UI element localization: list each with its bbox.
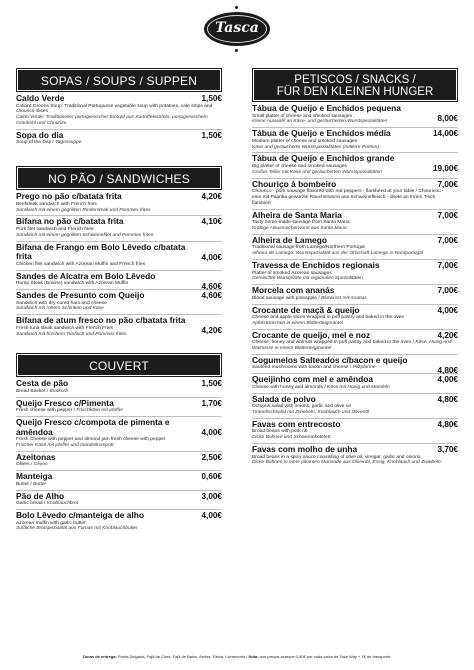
item-name: Queijo Fresco c/compota de pimenta e amêndoa xyxy=(16,417,170,437)
item-name: Manteiga xyxy=(16,471,53,482)
item-description: Blood sausage with pineapple / Blutwurst mit Ananas xyxy=(252,295,367,301)
item-price: 2,50€ xyxy=(201,452,222,462)
item-name: Sopa do dia xyxy=(16,129,64,140)
item-description: Chicken filet sandwich with Azorean Muffin and French fries xyxy=(16,261,146,267)
footer-note xyxy=(36,654,438,659)
item-price: 19,00€ xyxy=(432,164,458,174)
item-name: Bifana de atum fresco no pão c/batata frita xyxy=(16,315,186,326)
item-description: Platter of smoked Azorean sausages Gemischte Wurstplatte mit regionalen Spezialitäten xyxy=(252,270,363,282)
item-name: Alheira de Santa Maria xyxy=(252,209,342,220)
item-name: Tábua de Queijo e Enchidos grande xyxy=(252,153,395,164)
section-header-couvert: COUVERT xyxy=(18,355,220,375)
item-description: Collard Greens Soup: Traditional Portuguese vegetable soup with potatoes, cale strips and chourico slices Caldo Verde: Traditioneller portugiesischer Eintopf aus Kartoffelwürfeln, portugiesischem Grünkohl und Chourizo xyxy=(16,103,213,126)
item-name: Cesta de pão xyxy=(16,378,69,389)
item-price: 1,50€ xyxy=(201,130,222,140)
item-price: 1,50€ xyxy=(201,94,222,103)
footer-label-note: Nota: xyxy=(248,654,259,659)
item-description: Fresh tuna steak sandwich with French Fries Sandwich mit frischem Tunfisch und Pommes frites xyxy=(16,325,127,337)
item-description: Olives / Oliven xyxy=(16,462,48,468)
item-description: Small platter of cheese and smoked sausages Kleine Auswahl an Käse- und geräucherten Wurstspezialitäten xyxy=(252,113,388,125)
item-description: Bread Basket / Brotkorb xyxy=(16,388,68,394)
item-name: Azeitonas xyxy=(16,451,56,462)
menu-item xyxy=(252,235,458,260)
item-name: Queijo Fresco c/Pimenta xyxy=(16,397,114,408)
item-name: Tábua de Queijo e Enchidos pequena xyxy=(252,103,401,113)
menu-item xyxy=(252,285,458,304)
item-name: Sandes de Presunto com Queijo xyxy=(16,289,145,300)
item-price: 1,50€ xyxy=(201,379,222,389)
item-description: Tasty home-made sausage from Santa Maria Kräftige Hausmacherwurst aus Santa Maria xyxy=(252,220,350,231)
menu-item xyxy=(252,103,458,128)
item-price: 7,00€ xyxy=(437,235,458,245)
item-description: Soup of the Day / Tagessuppe xyxy=(16,140,82,146)
item-name: Cogumelos Salteados c/bacon e queijo xyxy=(252,354,408,365)
menu-item xyxy=(16,315,222,339)
item-price: 7,00€ xyxy=(437,260,458,270)
item-price: 7,00€ xyxy=(437,286,458,296)
menu-item xyxy=(16,216,222,241)
item-name: Queijinho com mel e amêndoa xyxy=(252,374,373,385)
item-price: 4,20€ xyxy=(201,192,222,202)
item-description: Sautéed mushrooms with bacon and cheese / Pilzpfanne xyxy=(252,365,376,371)
section-nopao xyxy=(16,191,222,339)
menu-item xyxy=(252,394,458,419)
item-price: 0,60€ xyxy=(201,472,222,482)
item-price: 4,00€ xyxy=(201,252,222,262)
item-description: Broad beans with pork rib Dicke Bohnen und Schweinekotelett xyxy=(252,429,331,441)
item-description: Azorean muffin with garlic butter Süßliche Brotspezialität aus Furnas mit Knoblauchbutter xyxy=(16,520,138,532)
item-description: Rump Steak (Bovine) sandwich with Azorean Muffin xyxy=(16,281,129,287)
item-description: Pork filet sandwich and French fries Sandwich mit einem gegrillten Schweinefilet und Pommes frites xyxy=(16,226,154,238)
item-price: 4,00€ xyxy=(201,428,222,438)
item-price: 4,20€ xyxy=(437,330,458,340)
item-price: 4,20€ xyxy=(201,326,222,336)
right-column xyxy=(252,68,458,468)
item-description: Beefsteak sandwich with French fries Sandwich mit einem gegrillten Rindersteak und Pommes frites xyxy=(16,201,151,213)
item-price: 3,70€ xyxy=(437,445,458,455)
menu-item xyxy=(252,210,458,235)
menu-item xyxy=(16,378,222,397)
item-name: Alheira de Lamego xyxy=(252,234,327,245)
menu-item xyxy=(16,242,222,271)
menu-item xyxy=(16,130,222,148)
item-name: Caldo Verde xyxy=(16,93,65,103)
item-price: 14,00€ xyxy=(432,129,458,139)
menu-item xyxy=(252,179,458,210)
section-petiscos xyxy=(252,103,458,468)
item-description: Cheese and apple slices wrapped in puff pastry and baked in the oven Apfelstückchen in einem Blätterteigmantel xyxy=(252,315,405,326)
item-name: Salada de polvo xyxy=(252,393,316,404)
left-column xyxy=(16,68,222,534)
item-price: 7,00€ xyxy=(437,179,458,189)
section-header-petiscos xyxy=(254,70,456,100)
footer-label-delivery: Zonas de entrega: xyxy=(82,654,117,659)
menu-item xyxy=(16,417,222,452)
item-price: 4,00€ xyxy=(201,511,222,521)
menu-item xyxy=(16,471,222,490)
menu-item xyxy=(252,128,458,153)
item-description: Fresh cheese with pepper / Frischkäse mit pfeffer xyxy=(16,408,124,414)
item-description: Broad beans in a spicy sauce consisting of olive oil, vinegar, garlic and onions Dicke Bohnen in einer pikanten Marinade aus Olivenöl, Essig, Knoblauch und Zwiebeln xyxy=(252,454,441,466)
tasca-logo xyxy=(204,6,270,52)
item-name: Pão de Alho xyxy=(16,490,65,501)
item-price: 1,70€ xyxy=(201,398,222,408)
item-name: Favas com entrecosto xyxy=(252,418,341,429)
item-name: Crocante de maçã & queijo xyxy=(252,304,360,315)
item-description: Big platter of cheese and smoked sausages Großer Teller mit Käse und geräucherten Wurstspezialitäten xyxy=(252,163,383,175)
menu-item xyxy=(16,93,222,130)
section-couvert xyxy=(16,378,222,534)
section-sopas xyxy=(16,93,222,148)
header-line-2: FÜR DEN KLEINEN HUNGER xyxy=(276,86,434,98)
item-name: Bifana de Frango em Bolo Lêvedo c/batata frita xyxy=(16,241,186,262)
item-price: 4,60€ xyxy=(201,290,222,300)
menu-item xyxy=(16,491,222,510)
menu-item xyxy=(16,191,222,216)
item-description: Fresh Cheese with pepper and almond jam fresh cheese with pepper Frischer Käse mit pfeffer und mandelkompott xyxy=(16,437,166,449)
menu-item xyxy=(16,452,222,471)
header-line-1: PETISCOS / SNACKS / xyxy=(294,74,416,86)
item-price: 7,00€ xyxy=(437,210,458,220)
item-description: Sandwich with dry-cured ham and cheese Sandwich mit rohem Schinken und Käse xyxy=(16,300,107,312)
item-description: Traditional sausage from Lamego/Northern Portugal Alheira de Lamego: Wurstspezialität aus der Ortschaft Lamego in Nordportugal xyxy=(252,245,423,257)
item-name: Tábua de Queijo e Enchidos média xyxy=(252,128,391,139)
menu-item xyxy=(252,444,458,468)
menu-item xyxy=(16,290,222,315)
item-name: Favas com molho de unha xyxy=(252,444,358,455)
menu-item xyxy=(16,398,222,417)
item-price: 4,60€ xyxy=(201,281,222,291)
item-name: Bolo Lêvedo c/manteiga de alho xyxy=(16,510,144,521)
item-description: Cheese, honey and walnuts wrapped in puff pastry and baked in the oven / Käse, Honig und Walnüsse in einem Blätterteigmantel xyxy=(252,340,452,352)
logo-dot-top xyxy=(235,6,238,9)
logo-dot-bottom xyxy=(235,49,238,52)
menu-item xyxy=(252,419,458,444)
section-header-nopao: NO PÃO / SANDWICHES xyxy=(18,168,220,188)
item-price: 4,00€ xyxy=(437,375,458,385)
item-price: 4,80€ xyxy=(437,394,458,404)
item-price: 4,80€ xyxy=(437,365,458,375)
menu-item xyxy=(252,330,458,355)
item-price: 4,80€ xyxy=(437,419,458,429)
item-name: Prego no pão c/batata frita xyxy=(16,191,122,202)
section-header-sopas: SOPAS / SOUPS / SUPPEN xyxy=(18,70,220,90)
menu-item xyxy=(252,153,458,178)
menu-item xyxy=(252,374,458,393)
logo-text: Tasca xyxy=(215,20,259,36)
menu-item xyxy=(16,271,222,290)
item-name: Bifana no pão c/batata frita xyxy=(16,216,124,227)
item-description: Octopus salad with onions, garlic and olive oil Tintenfischsalat mit Zwiebeln, Knoblauch und Olivenöl xyxy=(252,404,370,416)
footer-delivery-zones: Ponta Delgada, Fajã de Cima, Fajã de Baixo, Arrifes, Relva, Livramento / xyxy=(117,654,248,659)
item-description: Garlic bread / Knoblauchbrot xyxy=(16,501,79,507)
menu-item xyxy=(252,355,458,374)
item-name: Sandes de Alcatra em Bolo Lêvedo xyxy=(16,270,156,281)
item-price: 3,00€ xyxy=(201,491,222,501)
item-name: Travessa de Enchidos regionais xyxy=(252,259,380,270)
menu-item xyxy=(252,260,458,285)
item-name: Chouriço à bombeiro xyxy=(252,178,337,189)
footer-note-text: aos preços acresce 0,50€ por cada caixa de Take Way + 1€ de transporte. xyxy=(259,654,392,659)
item-name: Morcela com ananás xyxy=(252,285,335,296)
item-name: Crocante de queijo, mel e noz xyxy=(252,329,371,340)
item-price: 4,00€ xyxy=(437,305,458,315)
item-description: Medium platter of cheese and smoked sausages Käse und geräucherte Wurstspezialitäten (mittlere Portion) xyxy=(252,138,379,150)
menu-item xyxy=(16,510,222,534)
item-price: 8,00€ xyxy=(437,114,458,123)
item-description: Chourico - pork sausage flavored with red peppers - flambéed at your table / Chouricou - eine mit Paprika gewürzte Räucherwurst aus Schweinefleisch - direkt an Ihrem Tisch flambiert xyxy=(252,189,444,206)
item-description: Butter / Butter xyxy=(16,481,47,487)
menu-item xyxy=(252,305,458,330)
item-description: Cheese with honey and almonds / Käse mit Honig und Mandeln xyxy=(252,384,390,390)
item-price: 4,10€ xyxy=(201,217,222,227)
